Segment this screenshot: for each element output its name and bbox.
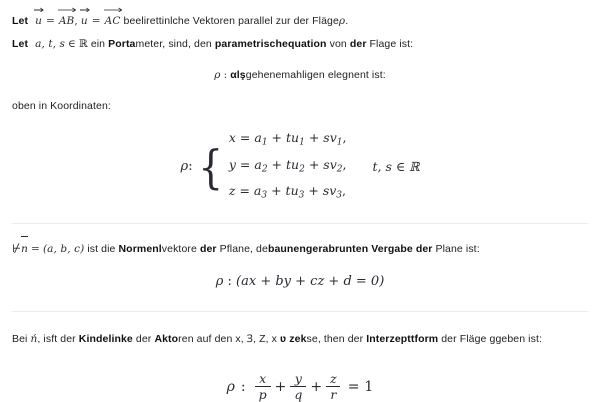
ein-text: ein (90, 38, 106, 50)
parameter-vars: a, t, s (35, 38, 66, 50)
row-x-a-sub: 1 (261, 137, 268, 148)
vector-u2 (81, 10, 88, 32)
plane-eq-rho: ρ (215, 273, 224, 289)
upsilon-symbol-icon: ʋ (280, 332, 287, 345)
vektore-text: vektore (161, 242, 197, 255)
isft-der-text: , isft der (37, 332, 76, 345)
parametric-system-inner (181, 127, 420, 207)
row-x-lhs: x (228, 130, 236, 145)
parametrischequation-bold: parametrischequation (214, 38, 327, 50)
divider-2 (12, 311, 588, 312)
system-row-x (229, 127, 347, 154)
system-condition: t, s ∈ ℝ (372, 159, 420, 175)
plane-ist-text: Plane ist: (435, 242, 480, 255)
row-y-equals: = (239, 156, 251, 172)
centered-statement-text: gehenemahligen elegnent ist: (245, 69, 386, 81)
baunengerabrunten-bold: baunengerabrunten Vergabe (267, 242, 413, 255)
vector-arrow-icon (34, 7, 44, 12)
intercept-form-equation (12, 372, 588, 402)
paragraph-intercept-line (12, 328, 588, 350)
segment-ab-label: AB (58, 15, 75, 27)
vector-arrow-icon (80, 7, 90, 12)
row-x-op2: + (308, 130, 320, 145)
system-rho-symbol: ρ (180, 159, 189, 175)
fraction-z-over-r (326, 372, 341, 402)
system-rho-label (181, 159, 193, 174)
row-z-equals: = (239, 183, 250, 199)
row-x-sv: sv (323, 130, 337, 145)
system-rows (229, 127, 347, 207)
system-body (229, 127, 420, 207)
row-y-tu-sub: 2 (299, 164, 305, 175)
paragraph-parameters-line (12, 33, 588, 55)
row-z-a-sub: 3 (261, 190, 268, 201)
der-bold-2: der (199, 242, 217, 255)
von-text: von (329, 38, 347, 50)
row-y-op1: + (271, 156, 283, 172)
als-bold: αlş (230, 69, 246, 81)
plane-general-equation (12, 274, 588, 289)
fraction-y-numerator: y (294, 370, 302, 386)
vector-u2-symbol: u (80, 15, 88, 27)
system-colon: : (188, 159, 193, 175)
flage-ist-text: Flage ist: (369, 38, 414, 50)
row-y-sv-sub: 2 (336, 164, 343, 175)
equals-1: = (45, 15, 55, 27)
row-z-tail: , (342, 183, 347, 199)
plane-eq-body: (ax + by + cz + d = 0) (236, 273, 385, 289)
row-x-tail: , (342, 130, 347, 145)
normal-equals: = (31, 242, 40, 255)
reals-symbol: ℝ (78, 38, 88, 50)
divider-1 (12, 223, 588, 224)
row-y-sv: sv (323, 156, 337, 172)
intercept-equals: = (347, 378, 360, 395)
period-1: . (345, 15, 349, 27)
fraction-r-denominator: r (326, 386, 340, 402)
row-x-a: a (254, 130, 262, 145)
segment-ab (58, 10, 78, 32)
akto-bold: Akto (154, 332, 179, 345)
sind-den-text: sind, den (168, 38, 212, 50)
bei-text: Bei (12, 332, 28, 345)
vector-arrow-icon (104, 7, 123, 12)
segment-ac-label: AC (104, 15, 121, 27)
normal-tuple: (a, b, c) (42, 242, 85, 255)
let-keyword-2: Let (12, 38, 29, 50)
kindelinke-bold: Kindelinke (78, 332, 133, 345)
coordinates-intro-line: oben in Koordinaten: (12, 100, 111, 112)
member-symbol: ∈ (68, 38, 76, 50)
row-y-tail: , (342, 156, 347, 172)
row-z-sv: sv (322, 183, 337, 199)
intercept-rho: ρ (226, 378, 235, 395)
row-z-op1: + (271, 183, 282, 199)
segment-ac (105, 10, 121, 32)
left-brace-icon: { (197, 139, 223, 194)
row-z-tu: tu (285, 183, 299, 199)
der-text-3: der (135, 332, 152, 345)
system-row-z (229, 180, 347, 207)
colon-centered: : (223, 69, 228, 81)
row-z-lhs: z (228, 183, 236, 199)
paragraph-normal-vector-line (12, 238, 588, 260)
centered-statement-line (12, 64, 588, 86)
fraction-x-over-p (255, 372, 271, 402)
vector-u1 (35, 10, 42, 32)
vector-arrow-icon (58, 7, 77, 12)
pflane-de-text: Pflane, de (219, 242, 268, 255)
intercept-plus-2: + (310, 378, 323, 395)
equals-2: = (91, 15, 101, 27)
parametric-system (12, 127, 588, 207)
row-z-tu-sub: 3 (298, 190, 305, 201)
se-then-der-text: se, then der (306, 332, 364, 345)
ren-auf-den-axes-text: ren auf den x, Ɜ, Z, x (178, 332, 278, 345)
n-hat-symbol: ń (30, 332, 38, 345)
fraction-q-denominator: q (290, 386, 306, 402)
vector-u1-symbol: u (35, 15, 42, 27)
row-z-op2: + (308, 183, 319, 199)
normal-vector-n: n (21, 238, 28, 260)
vectors-line-tail: beelirettinlche Vektoren parallel zur der Fläge (123, 15, 339, 27)
row-y-a: a (254, 156, 262, 172)
fraction-z-numerator: z (330, 370, 337, 386)
let-keyword: Let (12, 15, 29, 27)
row-x-tu-sub: 1 (299, 137, 305, 148)
interzepttform-bold: Interzepttform (366, 332, 439, 345)
porta-bold: Porta (108, 38, 136, 50)
plane-eq-colon: : (227, 273, 232, 289)
intercept-plus-1: + (274, 378, 287, 395)
fraction-x-numerator: x (259, 370, 267, 386)
der-bold: der (349, 38, 367, 50)
system-row-y (229, 154, 347, 181)
paragraph-vectors-line (12, 10, 588, 32)
rho-symbol: ρ (338, 15, 346, 27)
der-bold-3: der (415, 242, 433, 255)
rho-symbol-centered: ρ (214, 69, 221, 81)
row-y-lhs: y (228, 156, 236, 172)
row-z-sv-sub: 3 (336, 190, 343, 201)
meter-text: meter, (135, 38, 166, 50)
fraction-p-denominator: p (255, 386, 271, 402)
row-y-op2: + (308, 156, 320, 172)
normenl-bold: Normenl (118, 242, 162, 255)
intercept-colon: : (240, 378, 246, 395)
zek-bold: zek (289, 332, 307, 345)
row-x-op1: + (271, 130, 283, 145)
row-x-tu: tu (286, 130, 300, 145)
row-y-tu: tu (286, 156, 300, 172)
row-x-equals: = (239, 130, 251, 145)
row-x-sv-sub: 1 (336, 137, 343, 148)
comma-1: , (74, 15, 78, 27)
intercept-result: 1 (364, 378, 374, 395)
row-z-a: a (253, 183, 262, 199)
row-y-a-sub: 2 (261, 164, 268, 175)
ist-die-text: ist die (87, 242, 116, 255)
der-flage-ggeben-text: der Fläge ggeben ist: (441, 332, 542, 345)
fraction-y-over-q (290, 372, 306, 402)
forall-glyph-icon: ⊬ (12, 242, 22, 255)
